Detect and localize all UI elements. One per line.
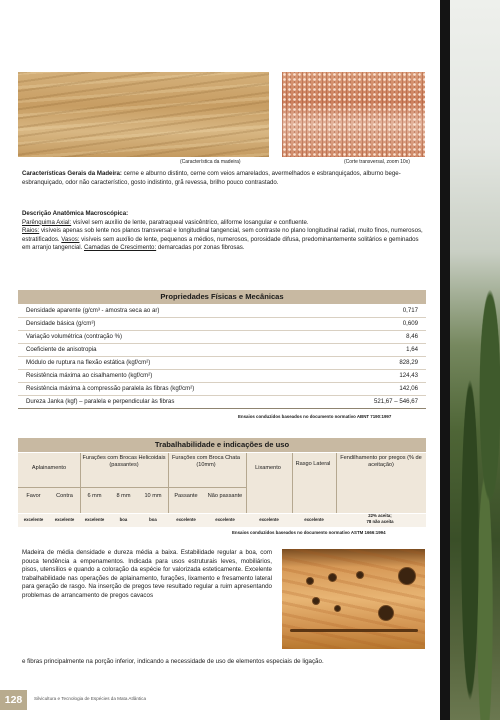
property-row bbox=[18, 318, 426, 331]
property-label: Resistência máxima ao cisalhamento (kgf/cm²) bbox=[26, 372, 153, 379]
workability-table bbox=[18, 453, 426, 513]
general-text: cerne e alburno distinto, cerne com veios amarelados, avermelhados e esbranquiçados, alburno bege-esbranquiçado, odor não característico, gosto indistinto, grã revessa, brilho pouco contrastado. bbox=[22, 170, 401, 186]
value-passante: excelente bbox=[176, 517, 196, 522]
workability-title: Trabalhabilidade e indicações de uso bbox=[18, 438, 426, 452]
drill-hole bbox=[328, 573, 337, 582]
caption-cross-section: (Corte transversal, zoom 10x) bbox=[344, 159, 410, 165]
anatomy-label-parenquima: Parênquima Axial: bbox=[22, 218, 72, 226]
value-favor: excelente bbox=[23, 517, 44, 522]
divider bbox=[292, 453, 293, 513]
anatomy-text-parenquima: visível sem auxílio de lente, paratraqueal vasicêntrico, aliforme losangular e confluente. bbox=[71, 218, 309, 226]
description-text: Madeira de média densidade e dureza média a baixa. Estabilidade regular a boa, com pouca tendência a empenamentos. Indicada para usos estruturais leves, mobiliários, pisos, utensílios e quando a coloração da espécie for valorizada esteticamente. Excelente trabalhabilidade nas operações de aplainamento, furações, lixamento e fresamento lateral para geração de rasgo. Na inserção de pregos teve resultado regular a ruim apresentando problemas de arrancamento de pregos cavacos bbox=[22, 549, 272, 599]
value-lixamento: excelente bbox=[259, 517, 279, 522]
property-row bbox=[18, 331, 426, 344]
property-label: Módulo de ruptura na flexão estática (kgf/cm²) bbox=[26, 359, 151, 366]
sub-6mm: 6 mm bbox=[87, 493, 102, 499]
property-label: Densidade aparente (g/cm³ - amostra seca ao ar) bbox=[26, 307, 160, 314]
workability-note: Ensaios conduzidos baseados no documento normativo ASTM 1666:1994 bbox=[232, 530, 386, 535]
drill-hole bbox=[334, 605, 341, 612]
sub-favor: Favor bbox=[26, 493, 41, 499]
divider bbox=[18, 487, 246, 488]
property-value: 0,609 bbox=[402, 320, 418, 327]
property-label: Densidade básica (g/cm³) bbox=[26, 320, 96, 327]
value-contra: excelente bbox=[54, 517, 75, 522]
value-rasgo: excelente bbox=[304, 517, 324, 522]
anatomy-text-raios: visíveis apenas sob lente nos planos transversal e longitudinal tangencial, sem contraste no plano longitudinal radial, muito finos, numerosos, estratificados. bbox=[22, 227, 423, 243]
property-value: 0,717 bbox=[402, 307, 418, 314]
sub-passante: Passante bbox=[174, 493, 198, 499]
value-fendilhamento bbox=[336, 513, 424, 525]
footer-title: Silvicultura e Tecnologia de Espécies da Mata Atlântica bbox=[34, 696, 147, 701]
page-number: 128 bbox=[0, 690, 27, 710]
sub-8mm: 8 mm bbox=[116, 493, 131, 499]
property-row bbox=[18, 370, 426, 383]
header-furacoes-chata: Furações com Broca Chata (10mm) bbox=[171, 455, 241, 469]
drill-hole bbox=[356, 571, 364, 579]
drill-hole bbox=[306, 577, 314, 585]
drill-hole bbox=[398, 567, 416, 585]
workability-values-row bbox=[18, 514, 426, 527]
value-nao-passante: excelente bbox=[215, 517, 235, 522]
header-lixamento: Lixamento bbox=[255, 465, 281, 471]
value-fendilhamento-2: 78 não aceita bbox=[366, 519, 394, 524]
property-row bbox=[18, 357, 426, 370]
anatomy-text-camadas: demarcadas por zonas fibrosas. bbox=[156, 244, 245, 252]
property-value: 1,64 bbox=[406, 346, 418, 353]
header-furacoes-helicoidais: Furações com Brocas Helicoidais (passantes) bbox=[82, 455, 166, 469]
divider bbox=[168, 453, 169, 513]
divider bbox=[246, 453, 247, 513]
general-label: Características Gerais da Madeira: bbox=[22, 170, 122, 177]
divider bbox=[80, 453, 81, 513]
header-rasgo: Rasgo Lateral bbox=[295, 461, 331, 467]
wood-surface-photo bbox=[18, 72, 269, 157]
wood-cross-section-photo bbox=[282, 72, 425, 157]
property-value: 521,67 – 546,67 bbox=[373, 398, 418, 405]
general-characteristics bbox=[22, 170, 426, 187]
property-label: Dureza Janka (kgf) – paralela e perpendicular às fibras bbox=[26, 398, 175, 405]
background-photo bbox=[450, 0, 500, 720]
anatomy-label-camadas: Camadas de Crescimento: bbox=[84, 244, 157, 252]
anatomy-section bbox=[22, 210, 426, 253]
anatomy-title: Descrição Anatômica Macroscópica: bbox=[22, 210, 129, 217]
sub-10mm: 10 mm bbox=[144, 493, 162, 499]
property-row bbox=[18, 344, 426, 357]
property-label: Resistência máxima à compressão paralela às fibras (kgf/cm²) bbox=[26, 385, 195, 392]
anatomy-label-raios: Raios: bbox=[22, 227, 40, 235]
sub-nao-passante: Não passante bbox=[207, 493, 243, 499]
property-label: Variação volumétrica (contração %) bbox=[26, 333, 123, 340]
sub-contra: Contra bbox=[56, 493, 73, 499]
wood-drilling-test-photo bbox=[282, 549, 425, 649]
drill-hole bbox=[378, 605, 394, 621]
property-row bbox=[18, 396, 426, 409]
divider bbox=[336, 453, 337, 513]
description-last-line: e fibras principalmente na porção inferior, indicando a necessidade de uso de elementos especiais de ligação. bbox=[22, 658, 324, 665]
property-value: 142,06 bbox=[399, 385, 418, 392]
property-label: Coeficiente de anisotropia bbox=[26, 346, 97, 353]
value-6mm: excelente bbox=[84, 517, 105, 522]
properties-note: Ensaios conduzidos baseados no documento normativo ABNT 7190:1997 bbox=[238, 414, 392, 419]
property-row bbox=[18, 383, 426, 396]
header-fendilhamento: Fendilhamento por pregos (% de aceitação) bbox=[340, 455, 422, 469]
properties-title: Propriedades Físicas e Mecânicas bbox=[18, 290, 426, 304]
property-row bbox=[18, 305, 426, 318]
value-10mm: boa bbox=[149, 517, 157, 522]
property-value: 8,46 bbox=[406, 333, 418, 340]
caption-wood-feature: (Característica da madeira) bbox=[180, 159, 241, 165]
property-value: 828,29 bbox=[399, 359, 418, 366]
value-8mm: boa bbox=[119, 517, 128, 522]
value-fendilhamento-1: 22% aceita; bbox=[368, 513, 392, 518]
anatomy-text-vasos: visíveis sem auxílio de lente, pequenos a médios, numerosos, porosidade difusa, predominantemente solitários e geminados em arranjo tangencial. bbox=[22, 235, 419, 252]
header-aplainamento: Aplainamento bbox=[31, 465, 67, 471]
page-edge bbox=[440, 0, 450, 720]
lateral-groove bbox=[290, 629, 418, 632]
anatomy-label-vasos: Vasos: bbox=[61, 235, 80, 243]
drill-hole bbox=[312, 597, 320, 605]
property-value: 124,43 bbox=[399, 372, 418, 379]
